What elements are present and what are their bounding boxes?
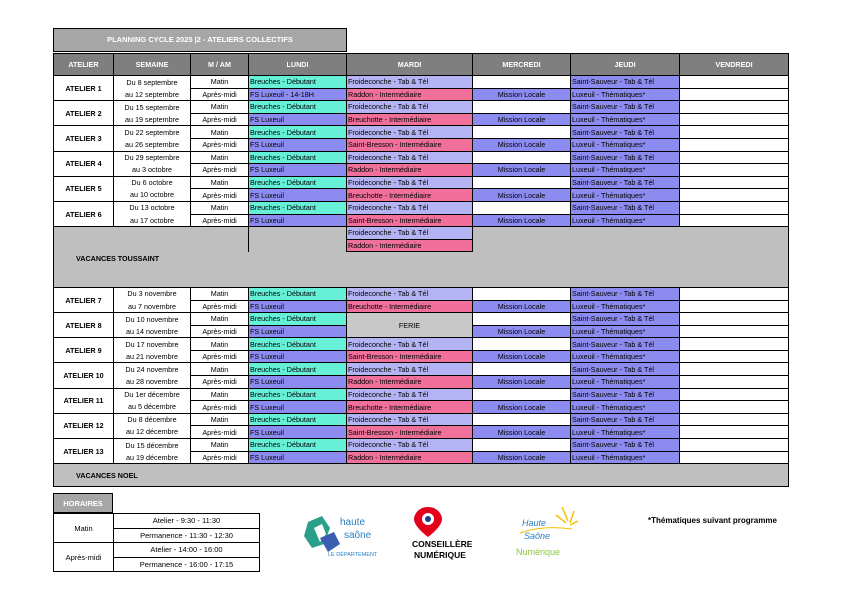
period-apres-midi: Après-midi	[191, 300, 249, 313]
atelier-name: ATELIER 3	[54, 126, 114, 151]
mercredi-apres-midi: Mission Locale	[473, 350, 571, 363]
mercredi-apres-midi: Mission Locale	[473, 451, 571, 464]
jeudi-matin: Saint-Sauveur - Tab & Tél	[571, 287, 680, 300]
vendredi-matin	[680, 439, 789, 452]
table-header-row	[54, 54, 789, 76]
svg-text:Haute: Haute	[522, 518, 547, 528]
table-row	[54, 401, 789, 414]
vendredi-matin	[680, 201, 789, 214]
lundi-matin: Breuches - Débutant	[249, 287, 347, 300]
haute-saone-logo	[300, 510, 390, 560]
period-matin: Matin	[191, 338, 249, 351]
lundi-matin: Breuches - Débutant	[249, 151, 347, 164]
lundi-matin: Breuches - Débutant	[249, 338, 347, 351]
lundi-apres-midi: FS Luxeuil	[249, 189, 347, 202]
horaires-table	[53, 513, 260, 572]
horaires-apres-midi: Après-midi	[54, 543, 114, 572]
mercredi-apres-midi: Mission Locale	[473, 88, 571, 101]
period-matin: Matin	[191, 101, 249, 114]
horaires-apres-permanence: Permanence - 16:00 - 17:15	[114, 557, 260, 572]
week-start: Du 8 décembre	[114, 413, 191, 426]
mercredi-matin	[473, 101, 571, 114]
table-row	[54, 176, 789, 189]
table-body-2	[54, 287, 789, 463]
table-row	[54, 338, 789, 351]
jeudi-matin: Saint-Sauveur - Tab & Tél	[571, 126, 680, 139]
mercredi-matin	[473, 363, 571, 376]
period-apres-midi: Après-midi	[191, 376, 249, 389]
week-start: Du 15 septembre	[114, 101, 191, 114]
lundi-matin: Breuches - Débutant	[249, 76, 347, 89]
week-end: au 12 septembre	[114, 88, 191, 101]
mardi-matin: Froideconche - Tab & Tél	[347, 126, 473, 139]
mercredi-matin	[473, 176, 571, 189]
atelier-name: ATELIER 11	[54, 388, 114, 413]
jeudi-apres-midi: Luxeuil - Thématiques*	[571, 88, 680, 101]
vendredi-apres-midi	[680, 214, 789, 227]
mercredi-apres-midi: Mission Locale	[473, 376, 571, 389]
mardi-apres-midi: Breuchotte - Intermédiaire	[347, 300, 473, 313]
week-end: au 28 novembre	[114, 376, 191, 389]
mardi-apres-midi: Saint-Bresson - Intermédiaire	[347, 350, 473, 363]
table-row	[54, 113, 789, 126]
period-apres-midi: Après-midi	[191, 401, 249, 414]
mercredi-matin	[473, 287, 571, 300]
toussaint-mardi-1: Froideconche - Tab & Tél	[347, 227, 473, 240]
table-row	[54, 451, 789, 464]
table-row	[54, 126, 789, 139]
period-matin: Matin	[191, 413, 249, 426]
mardi-matin: Froideconche - Tab & Tél	[347, 388, 473, 401]
planning-title: PLANNING CYCLE 2025 |2 - ATELIERS COLLECTIFS	[53, 28, 347, 52]
week-end: au 19 décembre	[114, 451, 191, 464]
vendredi-matin	[680, 388, 789, 401]
table-row	[54, 189, 789, 202]
lundi-apres-midi: FS Luxeuil	[249, 214, 347, 227]
jeudi-apres-midi: Luxeuil - Thématiques*	[571, 138, 680, 151]
jeudi-apres-midi: Luxeuil - Thématiques*	[571, 300, 680, 313]
table-row	[54, 313, 789, 326]
week-start: Du 13 octobre	[114, 201, 191, 214]
lundi-matin: Breuches - Débutant	[249, 313, 347, 326]
vacances-toussaint-label: VACANCES TOUSSAINT	[54, 252, 789, 264]
vendredi-matin	[680, 176, 789, 189]
mardi-apres-midi: Raddon - Intermédiaire	[347, 376, 473, 389]
period-apres-midi: Après-midi	[191, 325, 249, 338]
horaires-matin-permanence: Permanence - 11:30 - 12:30	[114, 528, 260, 543]
atelier-name: ATELIER 5	[54, 176, 114, 201]
jeudi-matin: Saint-Sauveur - Tab & Tél	[571, 363, 680, 376]
vendredi-matin	[680, 287, 789, 300]
mardi-matin: Froideconche - Tab & Tél	[347, 151, 473, 164]
table-row	[54, 388, 789, 401]
svg-text:saône: saône	[344, 530, 372, 541]
mercredi-matin	[473, 126, 571, 139]
horaires-apres-atelier: Atelier - 14:00 - 16:00	[114, 543, 260, 558]
mercredi-matin	[473, 151, 571, 164]
mardi-matin: Froideconche - Tab & Tél	[347, 176, 473, 189]
vendredi-apres-midi	[680, 164, 789, 177]
mercredi-matin	[473, 201, 571, 214]
horaires-matin: Matin	[54, 514, 114, 543]
table-row	[54, 101, 789, 114]
lundi-apres-midi: FS Luxeuil - 14-18H	[249, 88, 347, 101]
lundi-matin: Breuches - Débutant	[249, 101, 347, 114]
period-matin: Matin	[191, 388, 249, 401]
jeudi-apres-midi: Luxeuil - Thématiques*	[571, 376, 680, 389]
vendredi-matin	[680, 76, 789, 89]
col-m-am: M / AM	[191, 54, 249, 76]
atelier-name: ATELIER 12	[54, 413, 114, 438]
jeudi-apres-midi: Luxeuil - Thématiques*	[571, 451, 680, 464]
atelier-name: ATELIER 9	[54, 338, 114, 363]
table-row	[54, 164, 789, 177]
period-matin: Matin	[191, 313, 249, 326]
week-start: Du 17 novembre	[114, 338, 191, 351]
week-end: au 17 octobre	[114, 214, 191, 227]
lundi-apres-midi: FS Luxeuil	[249, 300, 347, 313]
jeudi-matin: Saint-Sauveur - Tab & Tél	[571, 201, 680, 214]
vendredi-matin	[680, 126, 789, 139]
vendredi-apres-midi	[680, 350, 789, 363]
week-end: au 19 septembre	[114, 113, 191, 126]
table-row	[54, 88, 789, 101]
week-end: au 21 novembre	[114, 350, 191, 363]
jeudi-matin: Saint-Sauveur - Tab & Tél	[571, 101, 680, 114]
planning-table	[53, 53, 789, 487]
period-matin: Matin	[191, 439, 249, 452]
svg-text:CONSEILLÈRE: CONSEILLÈRE	[412, 539, 473, 549]
mardi-apres-midi: Raddon - Intermédiaire	[347, 451, 473, 464]
lundi-matin: Breuches - Débutant	[249, 126, 347, 139]
lundi-matin: Breuches - Débutant	[249, 176, 347, 189]
vendredi-matin	[680, 413, 789, 426]
col-mercredi: MERCREDI	[473, 54, 571, 76]
col-lundi: LUNDI	[249, 54, 347, 76]
table-row	[54, 363, 789, 376]
haute-saone-numerique-logo	[512, 503, 592, 561]
week-start: Du 3 novembre	[114, 287, 191, 300]
table-row	[54, 287, 789, 300]
lundi-matin: Breuches - Débutant	[249, 439, 347, 452]
col-vendredi: VENDREDI	[680, 54, 789, 76]
atelier-name: ATELIER 13	[54, 439, 114, 464]
lundi-apres-midi: FS Luxeuil	[249, 376, 347, 389]
jeudi-apres-midi: Luxeuil - Thématiques*	[571, 426, 680, 439]
jeudi-matin: Saint-Sauveur - Tab & Tél	[571, 388, 680, 401]
period-apres-midi: Après-midi	[191, 164, 249, 177]
vendredi-matin	[680, 363, 789, 376]
col-mardi: MARDI	[347, 54, 473, 76]
col-jeudi: JEUDI	[571, 54, 680, 76]
vacances-noel-label: VACANCES NOEL	[54, 464, 789, 487]
week-start: Du 24 novembre	[114, 363, 191, 376]
week-start: Du 15 décembre	[114, 439, 191, 452]
week-start: Du 22 septembre	[114, 126, 191, 139]
mardi-matin: Froideconche - Tab & Tél	[347, 439, 473, 452]
mardi-apres-midi: Saint-Bresson - Intermédiaire	[347, 138, 473, 151]
table-row	[54, 138, 789, 151]
vendredi-apres-midi	[680, 300, 789, 313]
table-row	[54, 426, 789, 439]
period-matin: Matin	[191, 76, 249, 89]
atelier-name: ATELIER 6	[54, 201, 114, 226]
period-matin: Matin	[191, 287, 249, 300]
week-end: au 5 décembre	[114, 401, 191, 414]
week-start: Du 1er décembre	[114, 388, 191, 401]
mercredi-apres-midi: Mission Locale	[473, 426, 571, 439]
table-row	[54, 439, 789, 452]
week-start: Du 10 novembre	[114, 313, 191, 326]
vendredi-apres-midi	[680, 376, 789, 389]
week-end: au 12 décembre	[114, 426, 191, 439]
mardi-apres-midi: Raddon - Intermédiaire	[347, 164, 473, 177]
week-end: au 7 novembre	[114, 300, 191, 313]
period-apres-midi: Après-midi	[191, 350, 249, 363]
mercredi-matin	[473, 338, 571, 351]
period-apres-midi: Après-midi	[191, 189, 249, 202]
table-row	[54, 151, 789, 164]
period-matin: Matin	[191, 151, 249, 164]
vendredi-apres-midi	[680, 426, 789, 439]
period-matin: Matin	[191, 126, 249, 139]
svg-text:NUMÉRIQUE: NUMÉRIQUE	[414, 550, 466, 560]
lundi-matin: Breuches - Débutant	[249, 388, 347, 401]
mercredi-apres-midi: Mission Locale	[473, 189, 571, 202]
table-body-1	[54, 76, 789, 227]
mercredi-matin	[473, 76, 571, 89]
week-start: Du 29 septembre	[114, 151, 191, 164]
svg-text:LE DÉPARTEMENT: LE DÉPARTEMENT	[328, 552, 378, 558]
mercredi-apres-midi: Mission Locale	[473, 300, 571, 313]
atelier-name: ATELIER 2	[54, 101, 114, 126]
mardi-matin: Froideconche - Tab & Tél	[347, 413, 473, 426]
jeudi-matin: Saint-Sauveur - Tab & Tél	[571, 413, 680, 426]
vendredi-apres-midi	[680, 401, 789, 414]
vendredi-apres-midi	[680, 451, 789, 464]
lundi-apres-midi: FS Luxeuil	[249, 350, 347, 363]
mardi-matin: Froideconche - Tab & Tél	[347, 101, 473, 114]
lundi-matin: Breuches - Débutant	[249, 201, 347, 214]
period-apres-midi: Après-midi	[191, 451, 249, 464]
svg-text:Numérique: Numérique	[516, 547, 561, 557]
vendredi-matin	[680, 338, 789, 351]
week-end: au 14 novembre	[114, 325, 191, 338]
week-start: Du 8 septembre	[114, 76, 191, 89]
mercredi-apres-midi: Mission Locale	[473, 164, 571, 177]
lundi-apres-midi: FS Luxeuil	[249, 325, 347, 338]
mercredi-matin	[473, 439, 571, 452]
mardi-apres-midi: Breuchotte - Intermédiaire	[347, 189, 473, 202]
vendredi-matin	[680, 101, 789, 114]
conseillere-numerique-logo	[410, 505, 480, 563]
svg-text:haute: haute	[340, 517, 366, 528]
toussaint-mardi-2: Raddon - Intermédiaire	[347, 239, 473, 252]
mardi-matin: Froideconche - Tab & Tél	[347, 201, 473, 214]
lundi-apres-midi: FS Luxeuil	[249, 426, 347, 439]
mercredi-apres-midi: Mission Locale	[473, 214, 571, 227]
table-row	[54, 350, 789, 363]
jeudi-apres-midi: Luxeuil - Thématiques*	[571, 164, 680, 177]
lundi-matin: Breuches - Débutant	[249, 363, 347, 376]
atelier-name: ATELIER 7	[54, 287, 114, 312]
vendredi-apres-midi	[680, 113, 789, 126]
mardi-ferie: FERIE	[347, 313, 473, 338]
period-apres-midi: Après-midi	[191, 113, 249, 126]
mercredi-matin	[473, 313, 571, 326]
mardi-apres-midi: Raddon - Intermédiaire	[347, 88, 473, 101]
vendredi-apres-midi	[680, 88, 789, 101]
horaires-header: HORAIRES	[53, 493, 113, 513]
table-row	[54, 413, 789, 426]
week-end: au 10 octobre	[114, 189, 191, 202]
table-row	[54, 201, 789, 214]
mardi-matin: Froideconche - Tab & Tél	[347, 363, 473, 376]
period-matin: Matin	[191, 363, 249, 376]
jeudi-matin: Saint-Sauveur - Tab & Tél	[571, 151, 680, 164]
jeudi-apres-midi: Luxeuil - Thématiques*	[571, 350, 680, 363]
jeudi-apres-midi: Luxeuil - Thématiques*	[571, 401, 680, 414]
jeudi-apres-midi: Luxeuil - Thématiques*	[571, 189, 680, 202]
col-semaine: SEMAINE	[114, 54, 191, 76]
mercredi-apres-midi: Mission Locale	[473, 401, 571, 414]
mardi-matin: Froideconche - Tab & Tél	[347, 338, 473, 351]
week-end: au 3 octobre	[114, 164, 191, 177]
jeudi-matin: Saint-Sauveur - Tab & Tél	[571, 176, 680, 189]
thematiques-note: *Thématiques suivant programme	[648, 516, 777, 525]
jeudi-matin: Saint-Sauveur - Tab & Tél	[571, 439, 680, 452]
mardi-matin: Froideconche - Tab & Tél	[347, 76, 473, 89]
jeudi-apres-midi: Luxeuil - Thématiques*	[571, 113, 680, 126]
lundi-apres-midi: FS Luxeuil	[249, 451, 347, 464]
mercredi-apres-midi: Mission Locale	[473, 138, 571, 151]
jeudi-apres-midi: Luxeuil - Thématiques*	[571, 214, 680, 227]
table-row	[54, 300, 789, 313]
vendredi-apres-midi	[680, 325, 789, 338]
atelier-name: ATELIER 10	[54, 363, 114, 388]
atelier-name: ATELIER 1	[54, 76, 114, 101]
svg-text:Saône: Saône	[524, 531, 551, 541]
period-apres-midi: Après-midi	[191, 426, 249, 439]
atelier-name: ATELIER 4	[54, 151, 114, 176]
jeudi-matin: Saint-Sauveur - Tab & Tél	[571, 76, 680, 89]
lundi-apres-midi: FS Luxeuil	[249, 164, 347, 177]
horaires-matin-atelier: Atelier - 9:30 - 11:30	[114, 514, 260, 529]
period-matin: Matin	[191, 201, 249, 214]
lundi-apres-midi: FS Luxeuil	[249, 113, 347, 126]
mardi-apres-midi: Saint-Bresson - Intermédiaire	[347, 426, 473, 439]
lundi-apres-midi: FS Luxeuil	[249, 401, 347, 414]
vendredi-apres-midi	[680, 138, 789, 151]
table-row	[54, 214, 789, 227]
mardi-matin: Froideconche - Tab & Tél	[347, 287, 473, 300]
jeudi-matin: Saint-Sauveur - Tab & Tél	[571, 313, 680, 326]
col-atelier: ATELIER	[54, 54, 114, 76]
table-row	[54, 76, 789, 89]
week-start: Du 6 octobre	[114, 176, 191, 189]
period-apres-midi: Après-midi	[191, 138, 249, 151]
vendredi-matin	[680, 313, 789, 326]
mardi-apres-midi: Saint-Bresson - Intermédiaire	[347, 214, 473, 227]
table-row	[54, 376, 789, 389]
mercredi-apres-midi: Mission Locale	[473, 113, 571, 126]
vendredi-apres-midi	[680, 189, 789, 202]
period-apres-midi: Après-midi	[191, 214, 249, 227]
jeudi-matin: Saint-Sauveur - Tab & Tél	[571, 338, 680, 351]
mardi-apres-midi: Breuchotte - Intermédiaire	[347, 401, 473, 414]
mercredi-apres-midi: Mission Locale	[473, 325, 571, 338]
jeudi-apres-midi: Luxeuil - Thématiques*	[571, 325, 680, 338]
mercredi-matin	[473, 388, 571, 401]
period-apres-midi: Après-midi	[191, 88, 249, 101]
atelier-name: ATELIER 8	[54, 313, 114, 338]
mercredi-matin	[473, 413, 571, 426]
period-matin: Matin	[191, 176, 249, 189]
lundi-apres-midi: FS Luxeuil	[249, 138, 347, 151]
week-end: au 26 septembre	[114, 138, 191, 151]
vendredi-matin	[680, 151, 789, 164]
vacances-toussaint-block	[54, 227, 789, 288]
lundi-matin: Breuches - Débutant	[249, 413, 347, 426]
mardi-apres-midi: Breuchotte - Intermédiaire	[347, 113, 473, 126]
